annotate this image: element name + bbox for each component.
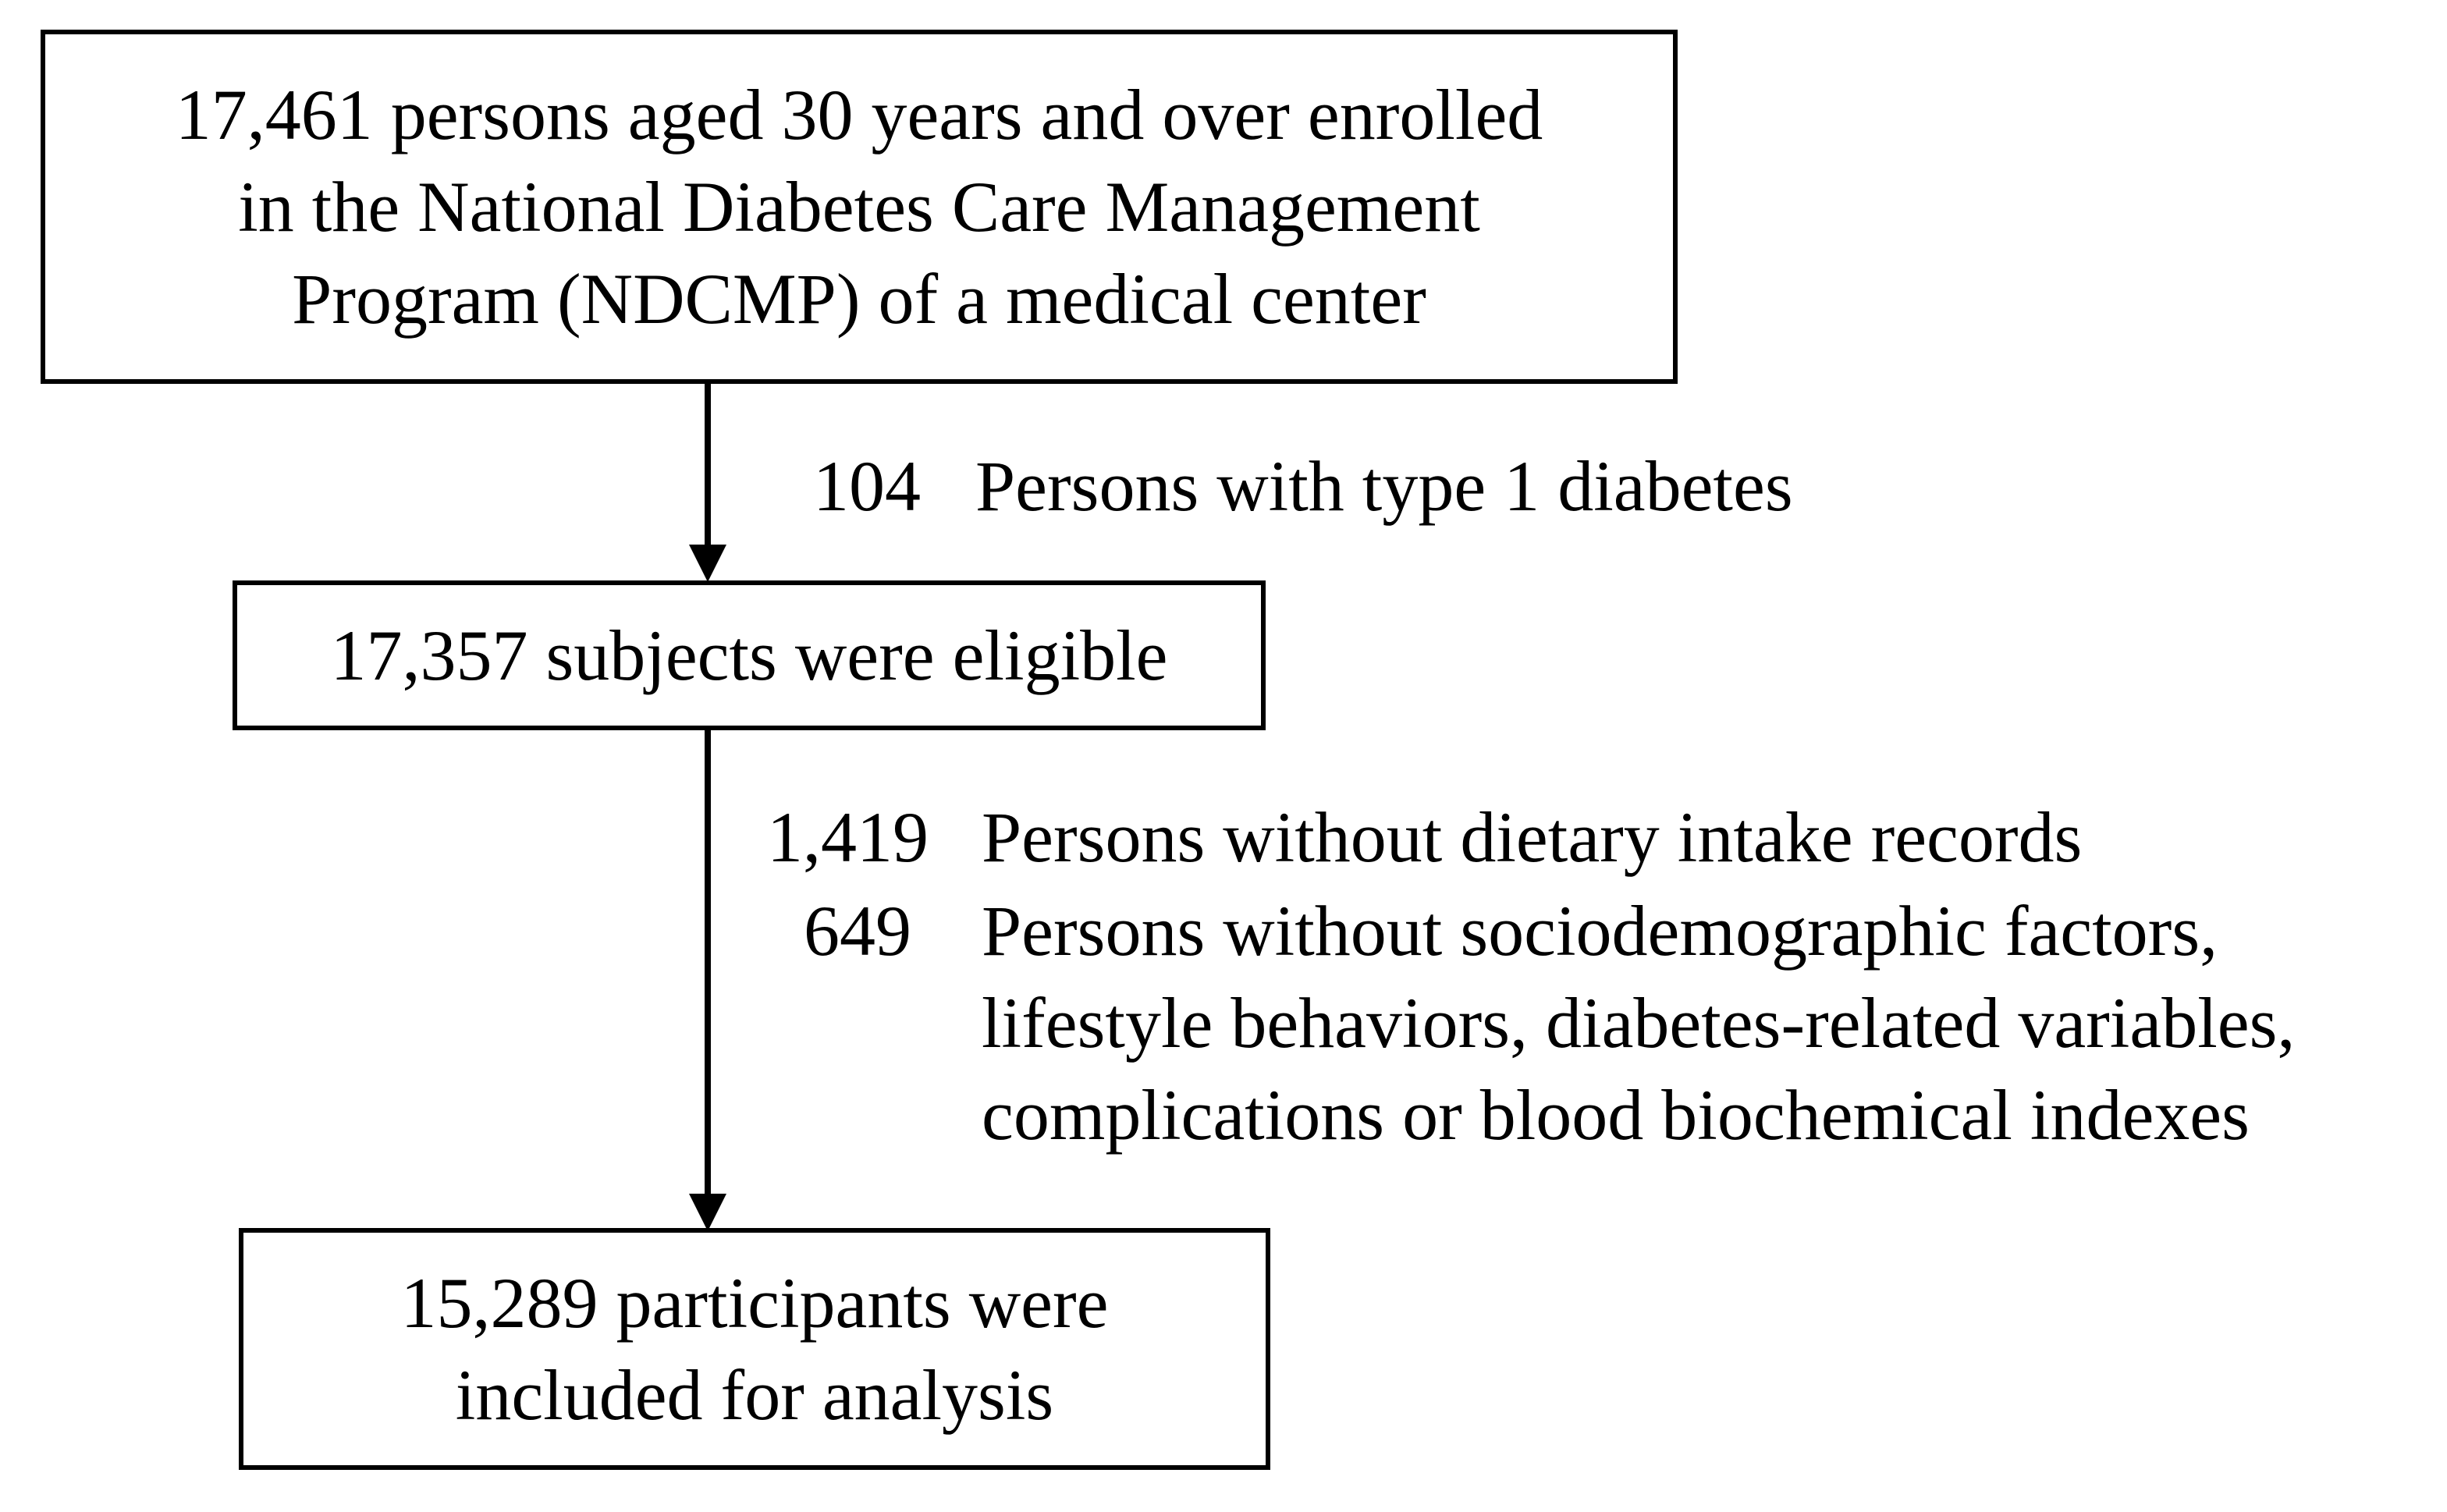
exclusion-reason-type1: Persons with type 1 diabetes bbox=[975, 446, 1793, 526]
exclusion-reason-dietary: Persons without dietary intake records bbox=[982, 797, 2083, 877]
eligible-line: 17,357 subjects were eligible bbox=[330, 616, 1168, 695]
exclusion-reason-missing-variables bbox=[982, 885, 2295, 1161]
enrolled-line: Program (NDCMP) of a medical center bbox=[292, 259, 1426, 339]
enrolled-line: 17,461 persons aged 30 years and over enrolled bbox=[175, 75, 1543, 154]
exclusion-count-type1: 104 bbox=[813, 446, 921, 526]
exclusion-reason-line: Persons without sociodemographic factors, bbox=[982, 891, 2218, 971]
included-line: 15,289 participants were bbox=[400, 1263, 1109, 1343]
exclusion-count-missing-variables: 649 bbox=[804, 891, 911, 971]
enrolled-line: in the National Diabetes Care Management bbox=[238, 167, 1480, 247]
enrolled-box bbox=[41, 30, 1678, 384]
included-line: included for analysis bbox=[455, 1355, 1054, 1435]
arrow-enrolled-to-eligible bbox=[705, 384, 711, 548]
exclusion-reason-line: lifestyle behaviors, diabetes-related variables, bbox=[982, 983, 2296, 1063]
eligible-box bbox=[233, 580, 1266, 730]
arrowhead-down-icon bbox=[689, 1194, 726, 1231]
exclusion-count-dietary: 1,419 bbox=[767, 797, 929, 877]
arrowhead-down-icon bbox=[689, 545, 726, 582]
exclusion-reason-line: complications or blood biochemical indexes bbox=[982, 1075, 2250, 1155]
included-box bbox=[239, 1228, 1270, 1470]
